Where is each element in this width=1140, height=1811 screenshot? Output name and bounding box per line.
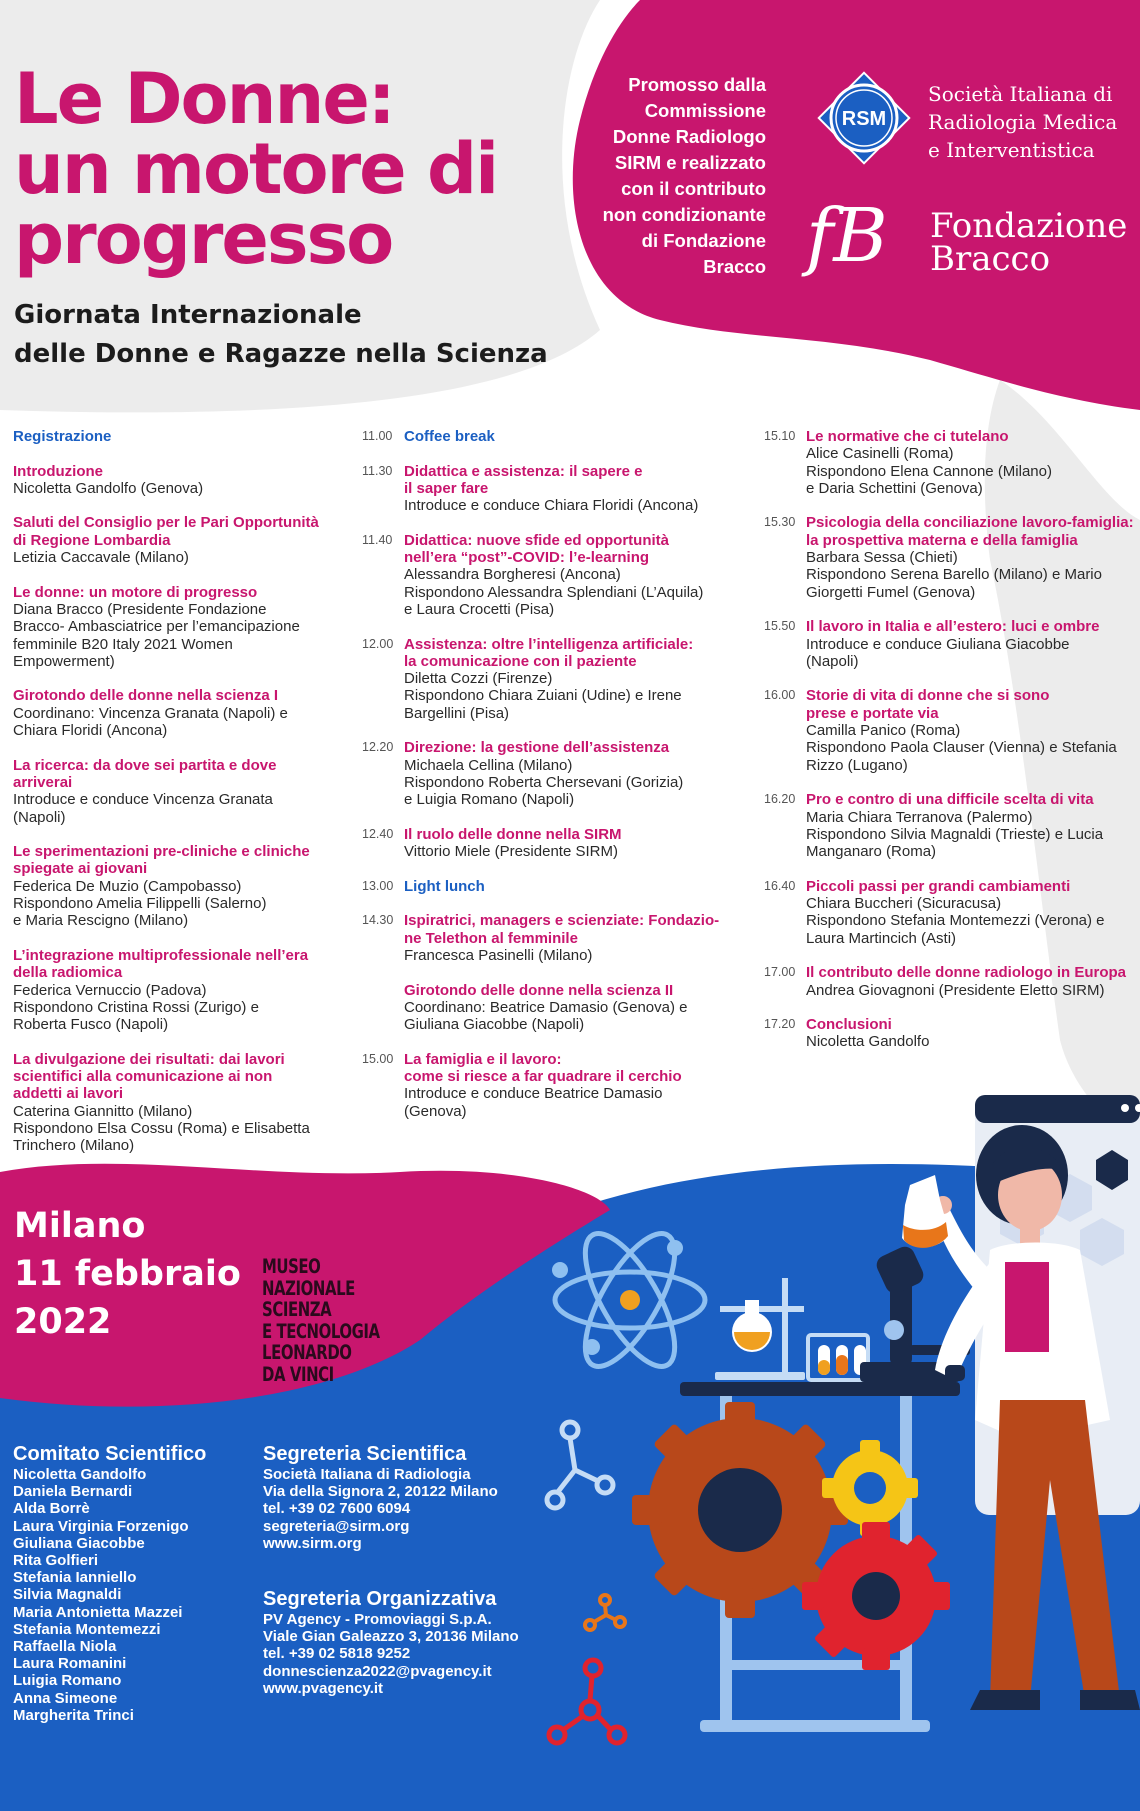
list-item: Maria Antonietta Mazzei	[13, 1603, 183, 1621]
program-column-3	[764, 428, 1140, 1068]
entry-speaker: Vittorio Miele (Presidente SIRM)	[404, 843, 618, 861]
entry-title: scientifici alla comunicazione ai non	[13, 1067, 273, 1085]
sirm-logo-icon	[816, 70, 912, 166]
subtitle-line: delle Donne e Ragazze nella Scienza	[14, 339, 548, 369]
segreteria-scientifica	[263, 1442, 498, 1552]
list-item: Stefania Montemezzi	[13, 1620, 161, 1638]
entry-title: addetti ai lavori	[13, 1085, 124, 1103]
entry-speaker: Maria Chiara Terranova (Palermo)	[806, 808, 1033, 826]
entry-speaker: Introduce e conduce Vincenza Granata	[13, 791, 273, 809]
program-entry	[13, 463, 353, 498]
entry-title: di Regione Lombardia	[13, 531, 171, 549]
entry-speaker: Laura Martincich (Asti)	[806, 929, 957, 947]
list-item: Silvia Magnaldi	[13, 1586, 122, 1604]
program-entry	[13, 757, 353, 826]
entry-speaker: Federica Vernuccio (Padova)	[13, 981, 207, 999]
museum-line: MUSEO	[262, 1255, 321, 1278]
museum-line: E TECNOLOGIA	[262, 1319, 380, 1343]
entry-speaker: (Genova)	[404, 1102, 467, 1120]
entry-speaker: Diletta Cozzi (Firenze)	[404, 670, 553, 688]
entry-speaker: Rispondono Elena Cannone (Milano)	[806, 462, 1052, 480]
entry-speaker: Introduce e conduce Chiara Floridi (Ancona)	[404, 497, 699, 515]
main-title	[14, 58, 554, 280]
seg-org-title: Segreteria Organizzativa	[263, 1588, 497, 1610]
entry-time: 12.20	[362, 740, 394, 755]
museum-line: NAZIONALE	[262, 1276, 355, 1300]
title-line: Le Donne:	[14, 58, 394, 140]
entry-speaker: e Daria Schettini (Genova)	[806, 479, 983, 497]
program-entry	[362, 739, 754, 809]
entry-speaker: Introduce e conduce Beatrice Damasio	[404, 1085, 663, 1103]
list-item: Società Italiana di Radiologia	[263, 1466, 471, 1483]
comitato-title: Comitato Scientifico	[13, 1443, 207, 1465]
entry-speaker: Giuliana Giacobbe (Napoli)	[404, 1016, 585, 1034]
subtitle-line: Giornata Internazionale	[14, 300, 362, 330]
museum-line: SCIENZA	[262, 1298, 332, 1321]
program-entry	[13, 514, 353, 566]
program-entry	[764, 428, 1140, 497]
segreteria-organizzativa	[263, 1587, 519, 1697]
sirm-name-line: Società Italiana di	[928, 82, 1113, 106]
entry-speaker: Diana Bracco (Presidente Fondazione	[13, 600, 267, 618]
program-entry	[13, 843, 353, 929]
entry-time: 16.20	[764, 792, 796, 807]
entry-speaker: Rispondono Roberta Chersevani (Gorizia)	[404, 773, 684, 791]
program-entry	[404, 982, 754, 1034]
entry-speaker: Chiara Floridi (Ancona)	[13, 722, 168, 740]
entry-speaker: Alice Casinelli (Roma)	[806, 445, 954, 463]
program-entry	[13, 1051, 353, 1155]
entry-title: La famiglia e il lavoro:	[404, 1050, 562, 1068]
program-entry	[362, 635, 754, 722]
entry-title: Le normative che ci tutelano	[806, 428, 1009, 445]
entry-title: Light lunch	[404, 877, 485, 895]
promo-line: Bracco	[703, 256, 766, 277]
entry-title: la prospettiva materna e della famiglia	[806, 531, 1078, 549]
entry-speaker: Letizia Caccavale (Milano)	[13, 549, 189, 567]
sirm-name-line: Radiologia Medica	[928, 110, 1118, 134]
list-item: www.pvagency.it	[263, 1679, 384, 1697]
list-item: segreteria@sirm.org	[263, 1517, 410, 1535]
museum-line: LEONARDO	[262, 1341, 352, 1364]
entry-speaker: Roberta Fusco (Napoli)	[13, 1016, 169, 1034]
program-entry	[362, 531, 754, 618]
entry-speaker: Rispondono Cristina Rossi (Zurigo) e	[13, 998, 259, 1016]
fb-name-line: Bracco	[930, 239, 1051, 279]
entry-title: ne Telethon al femminile	[404, 929, 578, 947]
year-line: 2022	[14, 1302, 112, 1342]
entry-speaker: e Maria Rescigno (Milano)	[13, 912, 189, 930]
program-entry	[764, 1016, 1140, 1051]
entry-speaker: Camilla Panico (Roma)	[806, 722, 961, 740]
program-entry	[13, 687, 353, 739]
entry-title: Il contributo delle donne radiologo in Europa	[806, 964, 1126, 982]
program-entry	[362, 462, 754, 515]
entry-time: 17.00	[764, 965, 796, 980]
entry-speaker: Rispondono Amelia Filippelli (Salerno)	[13, 895, 267, 913]
seg-org-lines	[263, 1611, 519, 1697]
entry-title: nell’era “post”-COVID: l’e-learning	[404, 549, 650, 567]
entry-title: Pro e contro di una difficile scelta di vita	[806, 791, 1094, 809]
entry-speaker: Rispondono Silvia Magnaldi (Trieste) e Lucia	[806, 825, 1104, 843]
entry-speaker: Empowerment)	[13, 652, 115, 670]
entry-title: Ispiratrici, managers e scienziate: Fondazio-	[404, 912, 720, 930]
list-item: Viale Gian Galeazzo 3, 20136 Milano	[263, 1628, 519, 1646]
entry-title: Il lavoro in Italia e all’estero: luci e ombre	[806, 618, 1100, 636]
entry-speaker: Giorgetti Fumel (Genova)	[806, 583, 976, 601]
entry-title: Le sperimentazioni pre-cliniche e cliniche	[13, 843, 310, 861]
entry-title: prese e portate via	[806, 704, 939, 722]
entry-time: 15.30	[764, 515, 796, 530]
list-item: tel. +39 02 7600 6094	[263, 1500, 411, 1518]
program-entry	[764, 514, 1140, 601]
museum-line: DA VINCI	[262, 1362, 334, 1386]
entry-time: 11.00	[362, 429, 393, 443]
program-column-1	[13, 428, 353, 1172]
program-entry	[764, 687, 1140, 774]
promo-line: Commissione	[644, 100, 766, 121]
entry-title: della radiomica	[13, 964, 123, 982]
program-column-2	[362, 428, 754, 1137]
program-entry	[13, 584, 353, 670]
entry-title: Didattica: nuove sfide ed opportunità	[404, 531, 670, 549]
entry-speaker: Rispondono Stefania Montemezzi (Verona) e	[806, 912, 1105, 930]
entry-speaker: Andrea Giovagnoni (Presidente Eletto SIRM)	[806, 981, 1105, 999]
entry-time: 15.00	[362, 1051, 394, 1066]
program-entry	[764, 964, 1140, 999]
sirm-name	[928, 80, 1117, 164]
sirm-name-line: e Interventistica	[928, 138, 1095, 162]
entry-time: 12.00	[362, 636, 394, 651]
entry-time: 15.50	[764, 619, 796, 634]
entry-speaker: Coordinano: Beatrice Damasio (Genova) e	[404, 998, 688, 1016]
list-item: Laura Virginia Forzenigo	[13, 1517, 189, 1535]
list-item: www.sirm.org	[263, 1534, 362, 1552]
promo-line: con il contributo	[621, 178, 766, 199]
entry-title: Didattica e assistenza: il sapere e	[404, 462, 643, 480]
entry-time: 11.40	[362, 532, 393, 547]
program-entry	[362, 825, 754, 861]
promo-line: Promosso dalla	[628, 74, 766, 95]
entry-time: 16.40	[764, 878, 796, 893]
city-line: Milano	[14, 1206, 146, 1246]
entry-speaker: Coordinano: Vincenza Granata (Napoli) e	[13, 704, 288, 722]
list-item: Laura Romanini	[13, 1655, 127, 1673]
comitato-scientifico	[13, 1442, 206, 1724]
subtitle	[14, 296, 548, 374]
museum-logo	[262, 1256, 380, 1385]
list-item: donnescienza2022@pvagency.it	[263, 1662, 492, 1680]
entry-title: Conclusioni	[806, 1016, 892, 1034]
title-line: un motore di	[14, 128, 498, 210]
entry-speaker: Rispondono Chiara Zuiani (Udine) e Irene	[404, 687, 682, 705]
program-entry	[13, 428, 353, 445]
entry-title: Direzione: la gestione dell’assistenza	[404, 739, 670, 757]
list-item: Via della Signora 2, 20122 Milano	[263, 1483, 498, 1501]
entry-speaker: Bracco- Ambasciatrice per l’emancipazione	[13, 618, 300, 636]
entry-speaker: Michaela Cellina (Milano)	[404, 756, 573, 774]
seg-sci-title: Segreteria Scientifica	[263, 1443, 467, 1465]
entry-time: 17.20	[764, 1017, 796, 1032]
list-item: Alda Borrè	[13, 1500, 90, 1518]
entry-speaker: Introduce e conduce Giuliana Giacobbe	[806, 635, 1070, 653]
entry-title: Le donne: un motore di progresso	[13, 583, 258, 601]
entry-title: il saper fare	[404, 479, 489, 497]
title-line: progresso	[14, 198, 393, 280]
list-item: Nicoletta Gandolfo	[13, 1466, 147, 1483]
fb-name-line: Fondazione	[930, 206, 1128, 246]
entry-title: Registrazione	[13, 428, 112, 445]
promo-line: Donne Radiologo	[612, 126, 766, 147]
entry-speaker: Bargellini (Pisa)	[404, 704, 510, 722]
list-item: Daniela Bernardi	[13, 1483, 133, 1501]
entry-speaker: Alessandra Borgheresi (Ancona)	[404, 566, 621, 584]
promo-text	[560, 72, 766, 280]
entry-time: 16.00	[764, 688, 796, 703]
program-entry	[764, 618, 1140, 670]
entry-speaker: e Laura Crocetti (Pisa)	[404, 600, 555, 618]
entry-title: Introduzione	[13, 462, 103, 480]
entry-title: Il ruolo delle donne nella SIRM	[404, 825, 622, 843]
comitato-members	[13, 1466, 206, 1724]
fondazione-bracco-logo: fB	[806, 193, 888, 279]
entry-speaker: Rispondono Elsa Cossu (Roma) e Elisabetta	[13, 1119, 310, 1137]
entry-speaker: femminile B20 Italy 2021 Women	[13, 635, 233, 653]
entry-time: 15.10	[764, 429, 796, 443]
entry-time: 12.40	[362, 826, 394, 841]
seg-sci-lines	[263, 1466, 498, 1552]
entry-title: La divulgazione dei risultati: dai lavori	[13, 1050, 285, 1068]
list-item: Luigia Romano	[13, 1672, 122, 1690]
entry-title: spiegate ai giovani	[13, 860, 148, 878]
entry-time: 11.30	[362, 463, 393, 478]
entry-title: Saluti del Consiglio per le Pari Opportunità	[13, 514, 319, 532]
program-entry	[764, 791, 1140, 861]
entry-title: Piccoli passi per grandi cambiamenti	[806, 877, 1071, 895]
entry-speaker: Rispondono Paola Clauser (Vienna) e Stefania	[806, 739, 1117, 757]
entry-title: Girotondo delle donne nella scienza II	[404, 981, 674, 999]
event-date-location	[14, 1202, 241, 1346]
entry-speaker: Rizzo (Lugano)	[806, 756, 908, 774]
entry-speaker: Manganaro (Roma)	[806, 843, 937, 861]
entry-title: Storie di vita di donne che si sono	[806, 687, 1050, 705]
program-entry	[764, 877, 1140, 947]
entry-title: L’integrazione multiprofessionale nell’era	[13, 946, 309, 964]
entry-speaker: Nicoletta Gandolfo (Genova)	[13, 479, 204, 497]
entry-title: Coffee break	[404, 428, 495, 445]
entry-title: Girotondo delle donne nella scienza I	[13, 687, 279, 705]
promo-line: SIRM e realizzato	[614, 152, 766, 173]
program-entry	[362, 877, 754, 895]
entry-speaker: e Luigia Romano (Napoli)	[404, 791, 575, 809]
entry-speaker: Trinchero (Milano)	[13, 1137, 135, 1155]
program-entry	[362, 1050, 754, 1120]
entry-speaker: (Napoli)	[806, 652, 859, 670]
list-item: Margherita Trinci	[13, 1706, 134, 1724]
promo-line: non condizionante	[602, 204, 766, 225]
entry-speaker: Federica De Muzio (Campobasso)	[13, 877, 242, 895]
list-item: Raffaella Niola	[13, 1638, 117, 1656]
program-entry	[362, 912, 754, 964]
program-entry	[362, 428, 754, 445]
entry-speaker: (Napoli)	[13, 808, 66, 826]
entry-title: arriverai	[13, 773, 73, 791]
list-item: tel. +39 02 5818 9252	[263, 1645, 411, 1663]
entry-speaker: Nicoletta Gandolfo	[806, 1033, 930, 1051]
entry-speaker: Chiara Buccheri (Sicuracusa)	[806, 895, 1002, 913]
list-item: Anna Simeone	[13, 1689, 118, 1707]
fondazione-bracco-name	[930, 206, 1128, 279]
svg-text:RSM: RSM	[841, 108, 887, 130]
program-entry	[13, 947, 353, 1033]
entry-time: 14.30	[362, 913, 394, 928]
list-item: Stefania Ianniello	[13, 1569, 137, 1587]
entry-speaker: Rispondono Alessandra Splendiani (L’Aquila)	[404, 583, 704, 601]
entry-speaker: Caterina Giannitto (Milano)	[13, 1102, 193, 1120]
list-item: Rita Golfieri	[13, 1552, 99, 1570]
entry-speaker: Rispondono Serena Barello (Milano) e Mario	[806, 566, 1102, 584]
entry-speaker: Barbara Sessa (Chieti)	[806, 549, 958, 567]
list-item: Giuliana Giacobbe	[13, 1534, 145, 1552]
list-item: PV Agency - Promoviaggi S.p.A.	[263, 1611, 492, 1628]
entry-title: Psicologia della conciliazione lavoro-famiglia:	[806, 514, 1134, 532]
entry-time: 13.00	[362, 878, 394, 893]
entry-title: Assistenza: oltre l’intelligenza artificiale:	[404, 635, 694, 653]
entry-title: come si riesce a far quadrare il cerchio	[404, 1067, 682, 1085]
entry-title: La ricerca: da dove sei partita e dove	[13, 756, 277, 774]
promo-line: di Fondazione	[641, 230, 766, 251]
entry-speaker: Francesca Pasinelli (Milano)	[404, 946, 593, 964]
date-line: 11 febbraio	[14, 1254, 241, 1294]
entry-title: la comunicazione con il paziente	[404, 652, 637, 670]
